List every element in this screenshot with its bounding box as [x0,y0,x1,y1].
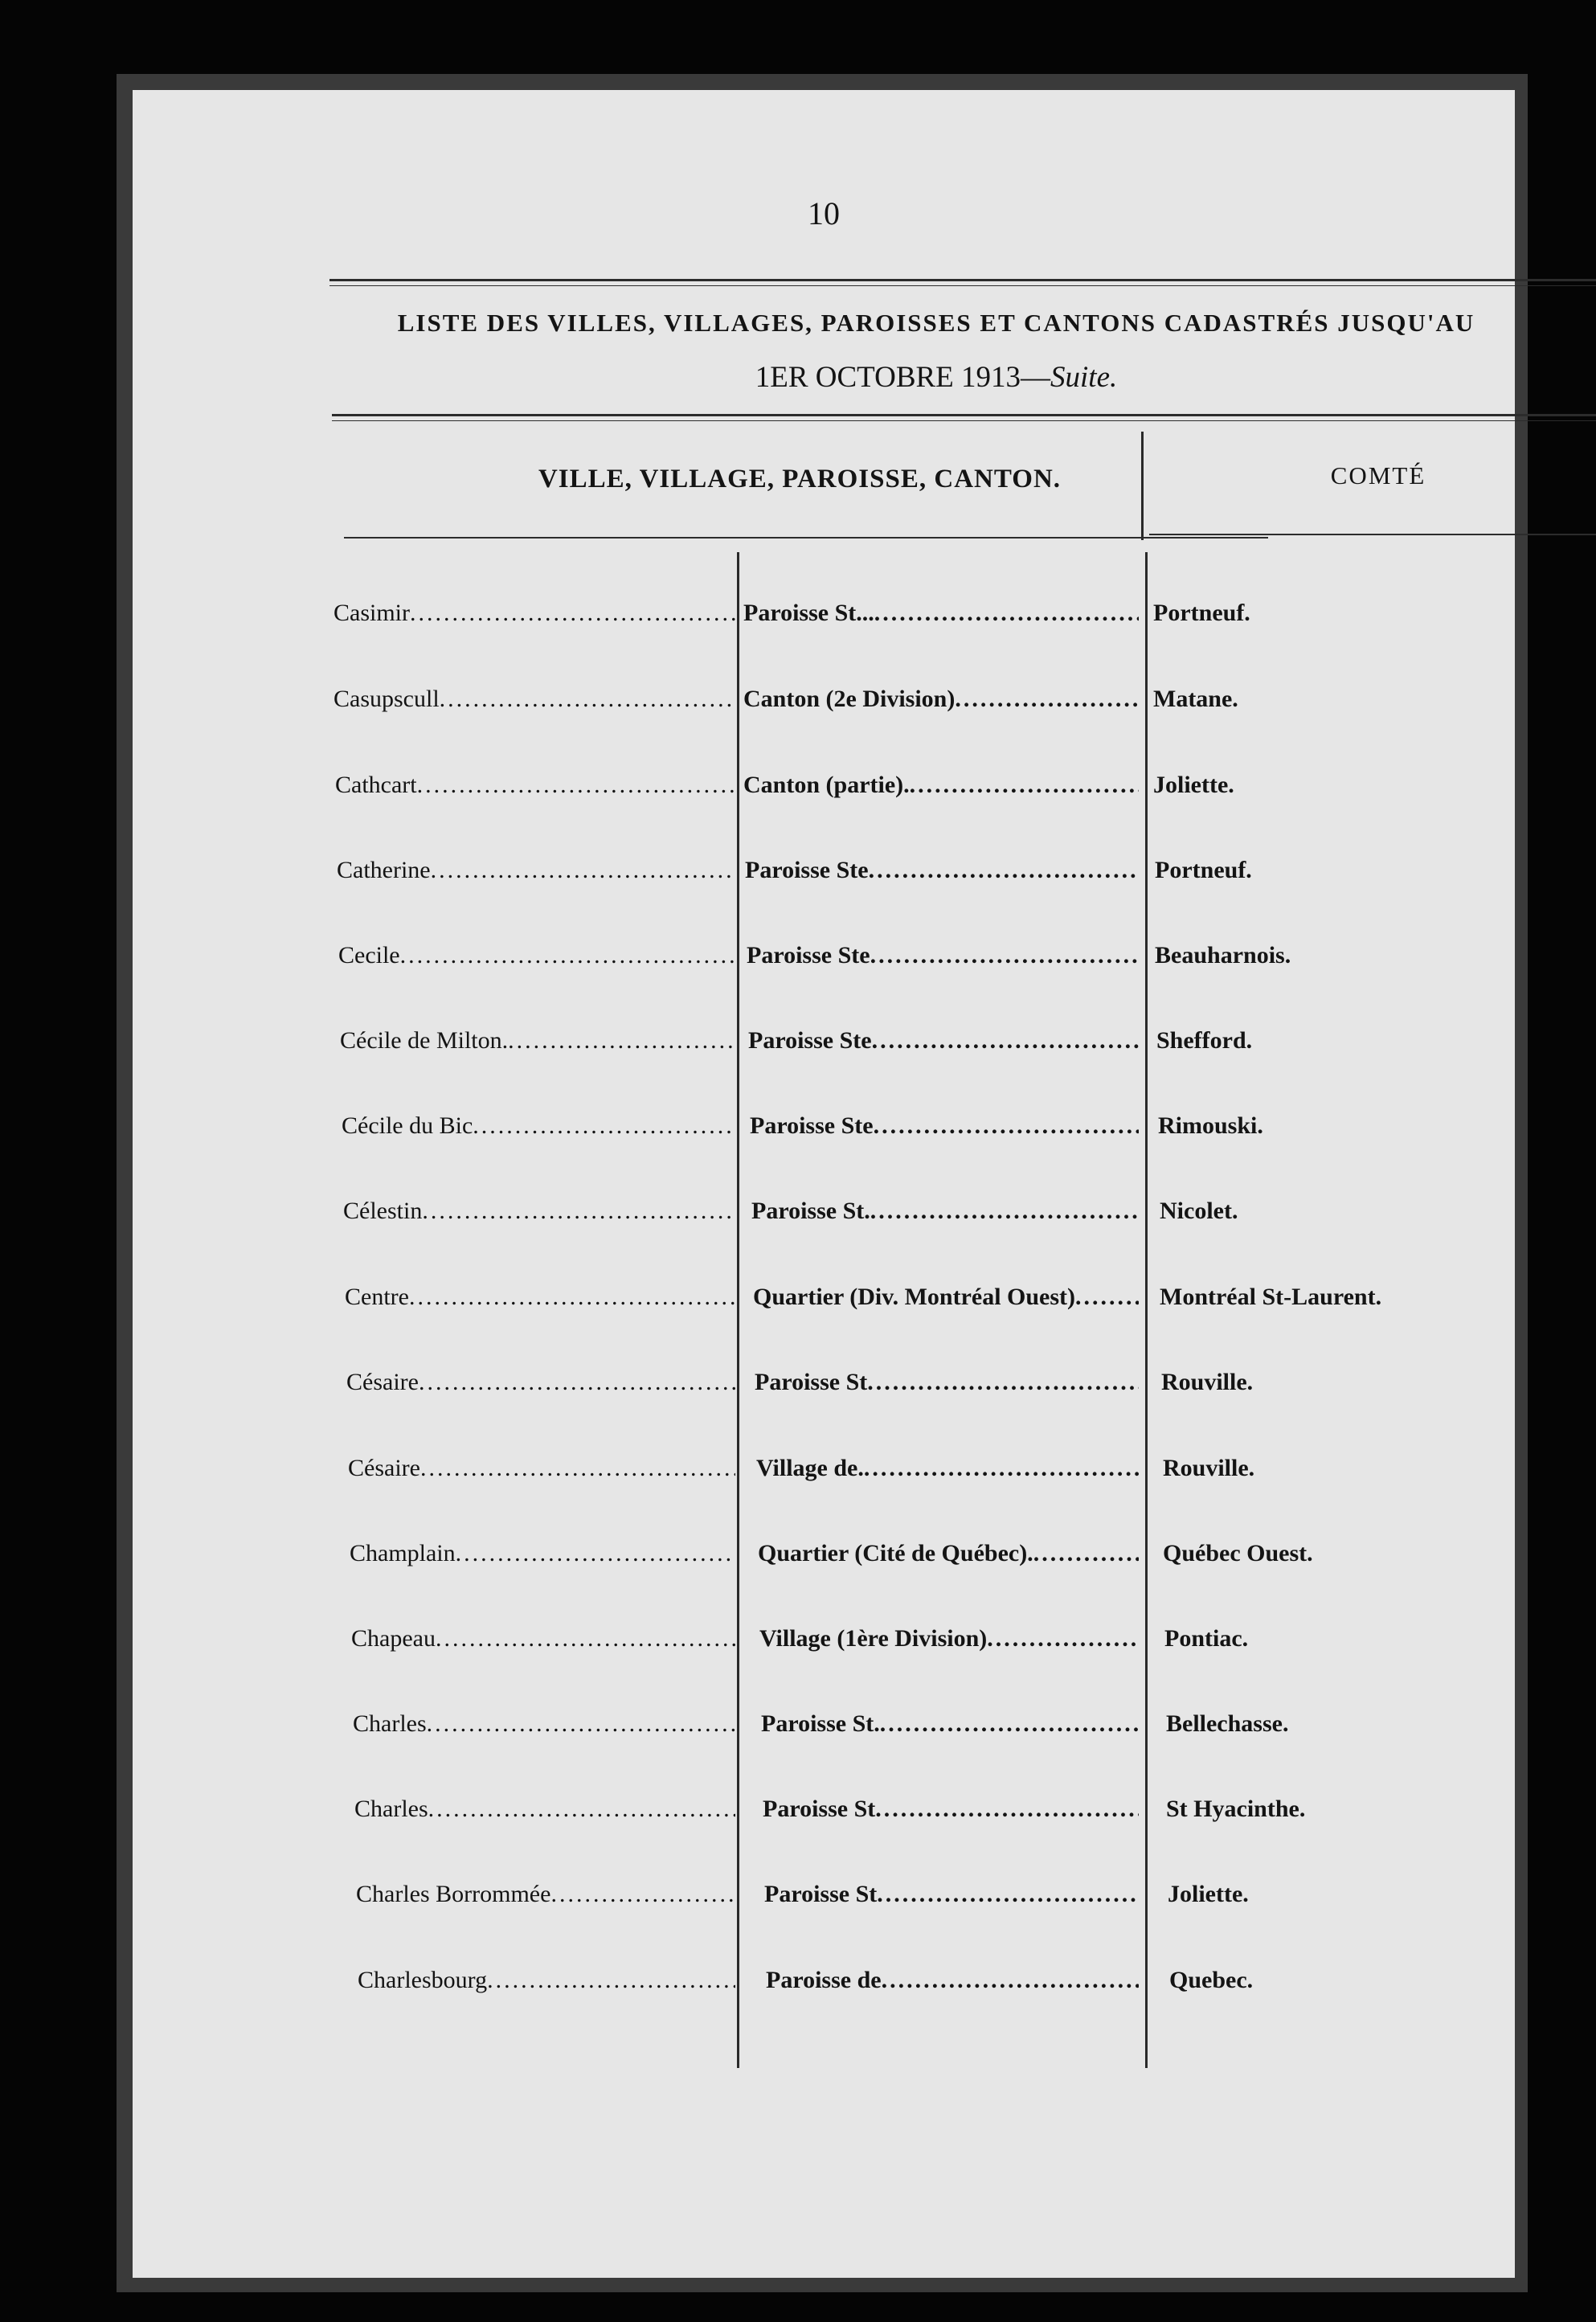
place-name-cell [343,1193,735,1230]
list-row [133,1876,1515,1913]
place-name-cell [345,1279,735,1316]
place-type: Paroisse St [755,1369,868,1395]
place-type: Canton (partie). [743,772,910,798]
list-row [133,1022,1515,1059]
list-row [133,1279,1515,1316]
place-name: Catherine [337,857,431,883]
leader-dots [436,1620,735,1657]
leader-dots [1033,1535,1139,1572]
leader-dots [875,1791,1139,1828]
leader-dots [440,681,735,718]
list-row [133,681,1515,718]
leader-dots [867,1364,1139,1401]
list-row [133,852,1515,889]
title-rule-top-thin [329,285,1596,286]
list-row [133,1450,1515,1487]
leader-dots [870,937,1139,974]
county: Montréal St-Laurent. [1160,1284,1382,1310]
county: Pontiac. [1164,1625,1249,1652]
place-name: Chapeau [351,1625,436,1652]
document-subtitle [334,360,1539,395]
leader-dots [874,1108,1139,1145]
place-name: Champlain [350,1540,456,1566]
county: Rouville. [1161,1369,1254,1395]
leader-dots [456,1535,735,1572]
place-name-cell [358,1962,735,1999]
document-title: LISTE DES VILLES, VILLAGES, PAROISSES ET CANTONS CADASTRÉS JUSQU'AU [397,309,1475,337]
leader-dots [427,1706,735,1743]
place-type-cell [761,1706,1139,1743]
leader-dots [431,852,735,889]
place-name-cell [335,767,735,804]
place-type-cell [753,1279,1139,1316]
leader-dots [869,852,1139,889]
header-rule-left [344,537,1268,539]
place-type: Paroisse de [766,1967,882,1993]
leader-dots [550,1876,735,1913]
page-number: 10 [808,195,840,231]
leader-dots [877,1876,1139,1913]
county: Portneuf. [1153,600,1250,626]
place-name: Charles Borrommée [356,1881,551,1907]
place-name-cell [354,1791,735,1828]
leader-dots [880,1706,1139,1743]
place-name: Cecile [338,942,400,969]
leader-dots [882,1962,1139,1999]
column-divider-header [1141,432,1144,540]
place-type: Paroisse Ste [747,942,870,969]
leader-dots [874,595,1139,632]
subtitle-date: 1ER OCTOBRE 1913— [755,361,1051,394]
leader-dots [420,1450,735,1487]
subtitle-suite: Suite. [1050,361,1118,394]
place-type: Paroisse St [764,1881,878,1907]
county: St Hyacinthe. [1166,1796,1306,1822]
leader-dots [419,1364,735,1401]
leader-dots [508,1022,735,1059]
place-type-cell [743,681,1139,718]
place-type: Paroisse Ste [748,1027,872,1054]
place-type: Quartier (Div. Montréal Ouest) [753,1284,1076,1310]
list-row [133,1962,1515,1999]
county: Québec Ouest. [1163,1540,1313,1566]
leader-dots [417,767,735,804]
place-name: Casupscull [334,686,440,712]
place-type-cell [766,1962,1139,1999]
place-name-cell [356,1876,735,1913]
county: Rimouski. [1158,1112,1263,1139]
leader-dots [428,1791,735,1828]
list-row [133,767,1515,804]
place-type-cell [756,1450,1139,1487]
place-name-cell [351,1620,735,1657]
leader-dots [955,681,1139,718]
place-name: Cécile du Bic [342,1112,473,1139]
place-type-cell [748,1022,1139,1059]
list-row [133,937,1515,974]
place-type-cell [750,1108,1139,1145]
place-type: Paroisse St. [751,1198,870,1224]
place-type-cell [743,767,1139,804]
place-name-cell [334,681,735,718]
leader-dots [473,1108,735,1145]
leader-dots [422,1193,735,1230]
county: Shefford. [1156,1027,1253,1054]
place-name: Césaire [348,1455,420,1481]
place-type-cell [763,1791,1139,1828]
leader-dots [864,1450,1139,1487]
header-rule-top-thin [332,420,1596,421]
place-type: Village de. [756,1455,864,1481]
leader-dots [987,1620,1139,1657]
leader-dots [487,1962,735,1999]
place-type: Paroisse St... [743,600,874,626]
leader-dots [410,595,735,632]
leader-dots [872,1022,1139,1059]
place-type: Paroisse St. [761,1710,880,1737]
place-name: Célestin [343,1198,423,1224]
place-name-cell [346,1364,735,1401]
title-rule-top [329,279,1596,281]
county: Portneuf. [1155,857,1252,883]
place-name-cell [342,1108,735,1145]
county: Bellechasse. [1166,1710,1289,1737]
column-header-place: VILLE, VILLAGE, PAROISSE, CANTON. [538,465,1062,493]
place-type-cell [759,1620,1139,1657]
list-row [133,1193,1515,1230]
place-type: Quartier (Cité de Québec). [758,1540,1033,1566]
county: Joliette. [1153,772,1234,798]
place-name: Cécile de Milton. [340,1027,509,1054]
place-name: Cathcart [335,772,417,798]
place-type-cell [747,937,1139,974]
place-name-cell [348,1450,735,1487]
place-type: Village (1ère Division) [759,1625,988,1652]
list-row [133,595,1515,632]
header-rule-right [1149,534,1596,535]
place-name-cell [337,852,735,889]
leader-dots [870,1193,1139,1230]
place-type: Paroisse St [763,1796,876,1822]
list-row [133,1535,1515,1572]
place-type-cell [758,1535,1139,1572]
county: Beauharnois. [1155,942,1291,969]
place-type: Paroisse Ste [745,857,869,883]
place-type-cell [751,1193,1139,1230]
place-name: Césaire [346,1369,419,1395]
place-name-cell [353,1706,735,1743]
place-name-cell [334,595,735,632]
county: Quebec. [1169,1967,1254,1993]
header-rule-top [332,414,1596,416]
county: Joliette. [1168,1881,1249,1907]
place-name: Charles [353,1710,427,1737]
county: Rouville. [1163,1455,1255,1481]
place-type-cell [755,1364,1139,1401]
county: Nicolet. [1160,1198,1238,1224]
list-row [133,1620,1515,1657]
leader-dots [409,1279,735,1316]
list-row [133,1364,1515,1401]
place-type: Paroisse Ste [750,1112,874,1139]
place-type-cell [743,595,1139,632]
document-page [133,90,1515,2278]
place-name: Charles [354,1796,428,1822]
place-name: Centre [345,1284,409,1310]
place-name: Charlesbourg [358,1967,488,1993]
leader-dots [400,937,735,974]
list-row [133,1791,1515,1828]
leader-dots [910,767,1139,804]
county: Matane. [1153,686,1238,712]
place-type: Canton (2e Division) [743,686,956,712]
place-name-cell [350,1535,735,1572]
place-name-cell [338,937,735,974]
list-row [133,1108,1515,1145]
place-type-cell [764,1876,1139,1913]
place-type-cell [745,852,1139,889]
column-header-county: COMTÉ [1330,461,1426,489]
list-row [133,1706,1515,1743]
place-name: Casimir [334,600,410,626]
leader-dots [1075,1279,1139,1316]
place-name-cell [340,1022,735,1059]
